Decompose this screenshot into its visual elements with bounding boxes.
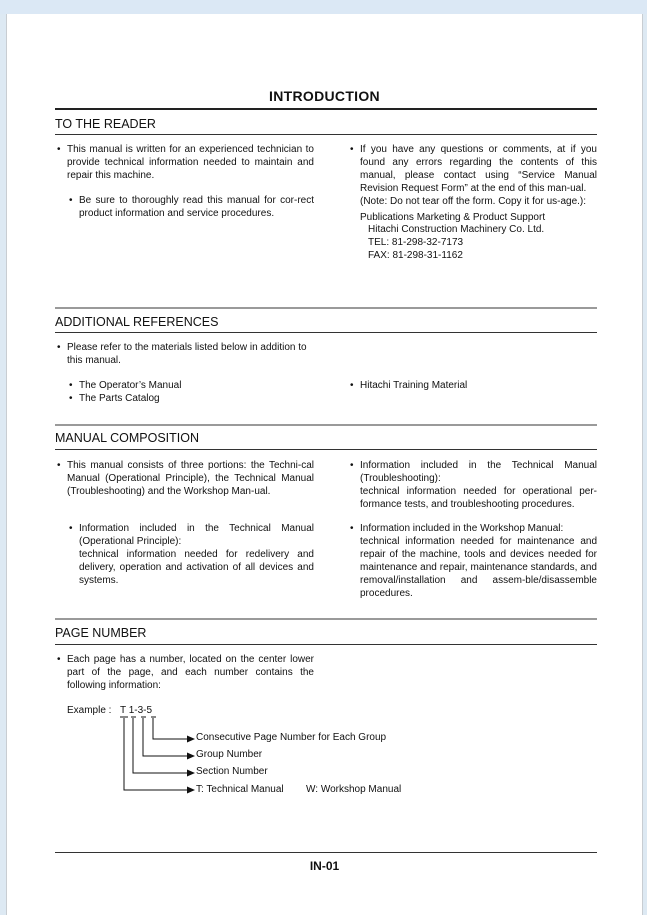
document-page <box>6 14 643 915</box>
section-heading-manual-composition: MANUAL COMPOSITION <box>55 431 199 445</box>
bullet-icon: • <box>57 460 61 471</box>
example-label: Example : <box>67 705 112 716</box>
list-item: • Hitachi Training Material <box>350 380 468 391</box>
viewer-top-bar <box>0 0 647 14</box>
to-reader-left-2: • Be sure to thoroughly read this manual for cor-rect product information and service procedures. <box>69 195 314 219</box>
composition-right-1: • Information included in the Technical Manual (Troubleshooting): technical information needed for operational per-formance tests, and troubleshooting procedures. <box>350 460 597 510</box>
section-heading-to-the-reader: TO THE READER <box>55 117 156 131</box>
to-reader-left-1: • This manual is written for an experienced technician to provide technical information needed to maintain and repair this machine. <box>57 144 314 181</box>
additional-intro: • Please refer to the materials listed below in addition to this manual. <box>57 342 307 366</box>
bullet-icon: • <box>57 342 61 353</box>
label-workshop-manual: W: Workshop Manual <box>306 784 402 795</box>
example-code: T 1-3-5 <box>120 705 153 716</box>
bullet-icon: • <box>350 380 354 391</box>
footer-page-number: IN-01 <box>309 859 340 873</box>
label-group-number: Group Number <box>196 749 263 760</box>
footer-rule <box>55 852 597 853</box>
label-section-number: Section Number <box>196 766 268 777</box>
bullet-icon: • <box>57 144 61 155</box>
to-reader-right-1: • If you have any questions or comments, at if you found any errors regarding the contents of this manual, please contact using “Service Manual Revision Request Form” at the end of this man-ual. (Note: Do not tear off the form. Copy it for us-age.): Publications Marketing & Product Support Hitachi Construction Machinery Co. Ltd. TEL: 81-298-32-7173 FAX: 81-298-31-1162 <box>350 144 597 262</box>
bullet-icon: • <box>69 380 73 391</box>
bullet-icon: • <box>57 654 61 665</box>
composition-left-2: • Information included in the Technical Manual (Operational Principle): technical information needed for redelivery and delivery, operation and activation of all devices and systems. <box>69 523 314 586</box>
list-item: • The Operator’s Manual <box>69 380 182 391</box>
bullet-icon: • <box>69 523 73 534</box>
bullet-icon: • <box>350 144 354 155</box>
page-number-intro: • Each page has a number, located on the center lower part of the page, and each number contains the following information: <box>57 654 314 691</box>
bullet-icon: • <box>350 523 354 534</box>
bullet-icon: • <box>350 460 354 471</box>
label-technical-manual: T: Technical Manual <box>196 784 284 795</box>
bullet-icon: • <box>69 195 73 206</box>
label-consecutive-page: Consecutive Page Number for Each Group <box>196 732 387 743</box>
page-number-diagram <box>7 14 642 915</box>
section-heading-page-number: PAGE NUMBER <box>55 626 147 640</box>
composition-right-2: • Information included in the Workshop Manual: technical information needed for maintenance and repair of the machine, tools and devices needed for maintenance and repair, maintenance standards, and removal/installation and assem-ble/disassemble procedures. <box>350 523 597 599</box>
bullet-icon: • <box>69 392 73 404</box>
list-item: • The Parts Catalog <box>69 392 160 404</box>
page-title: INTRODUCTION <box>269 88 380 104</box>
section-heading-additional-references: ADDITIONAL REFERENCES <box>55 315 219 329</box>
composition-left-1: • This manual consists of three portions: the Techni-cal Manual (Operational Principle), the Technical Manual (Troubleshooting) and the Workshop Man-ual. <box>57 460 314 497</box>
